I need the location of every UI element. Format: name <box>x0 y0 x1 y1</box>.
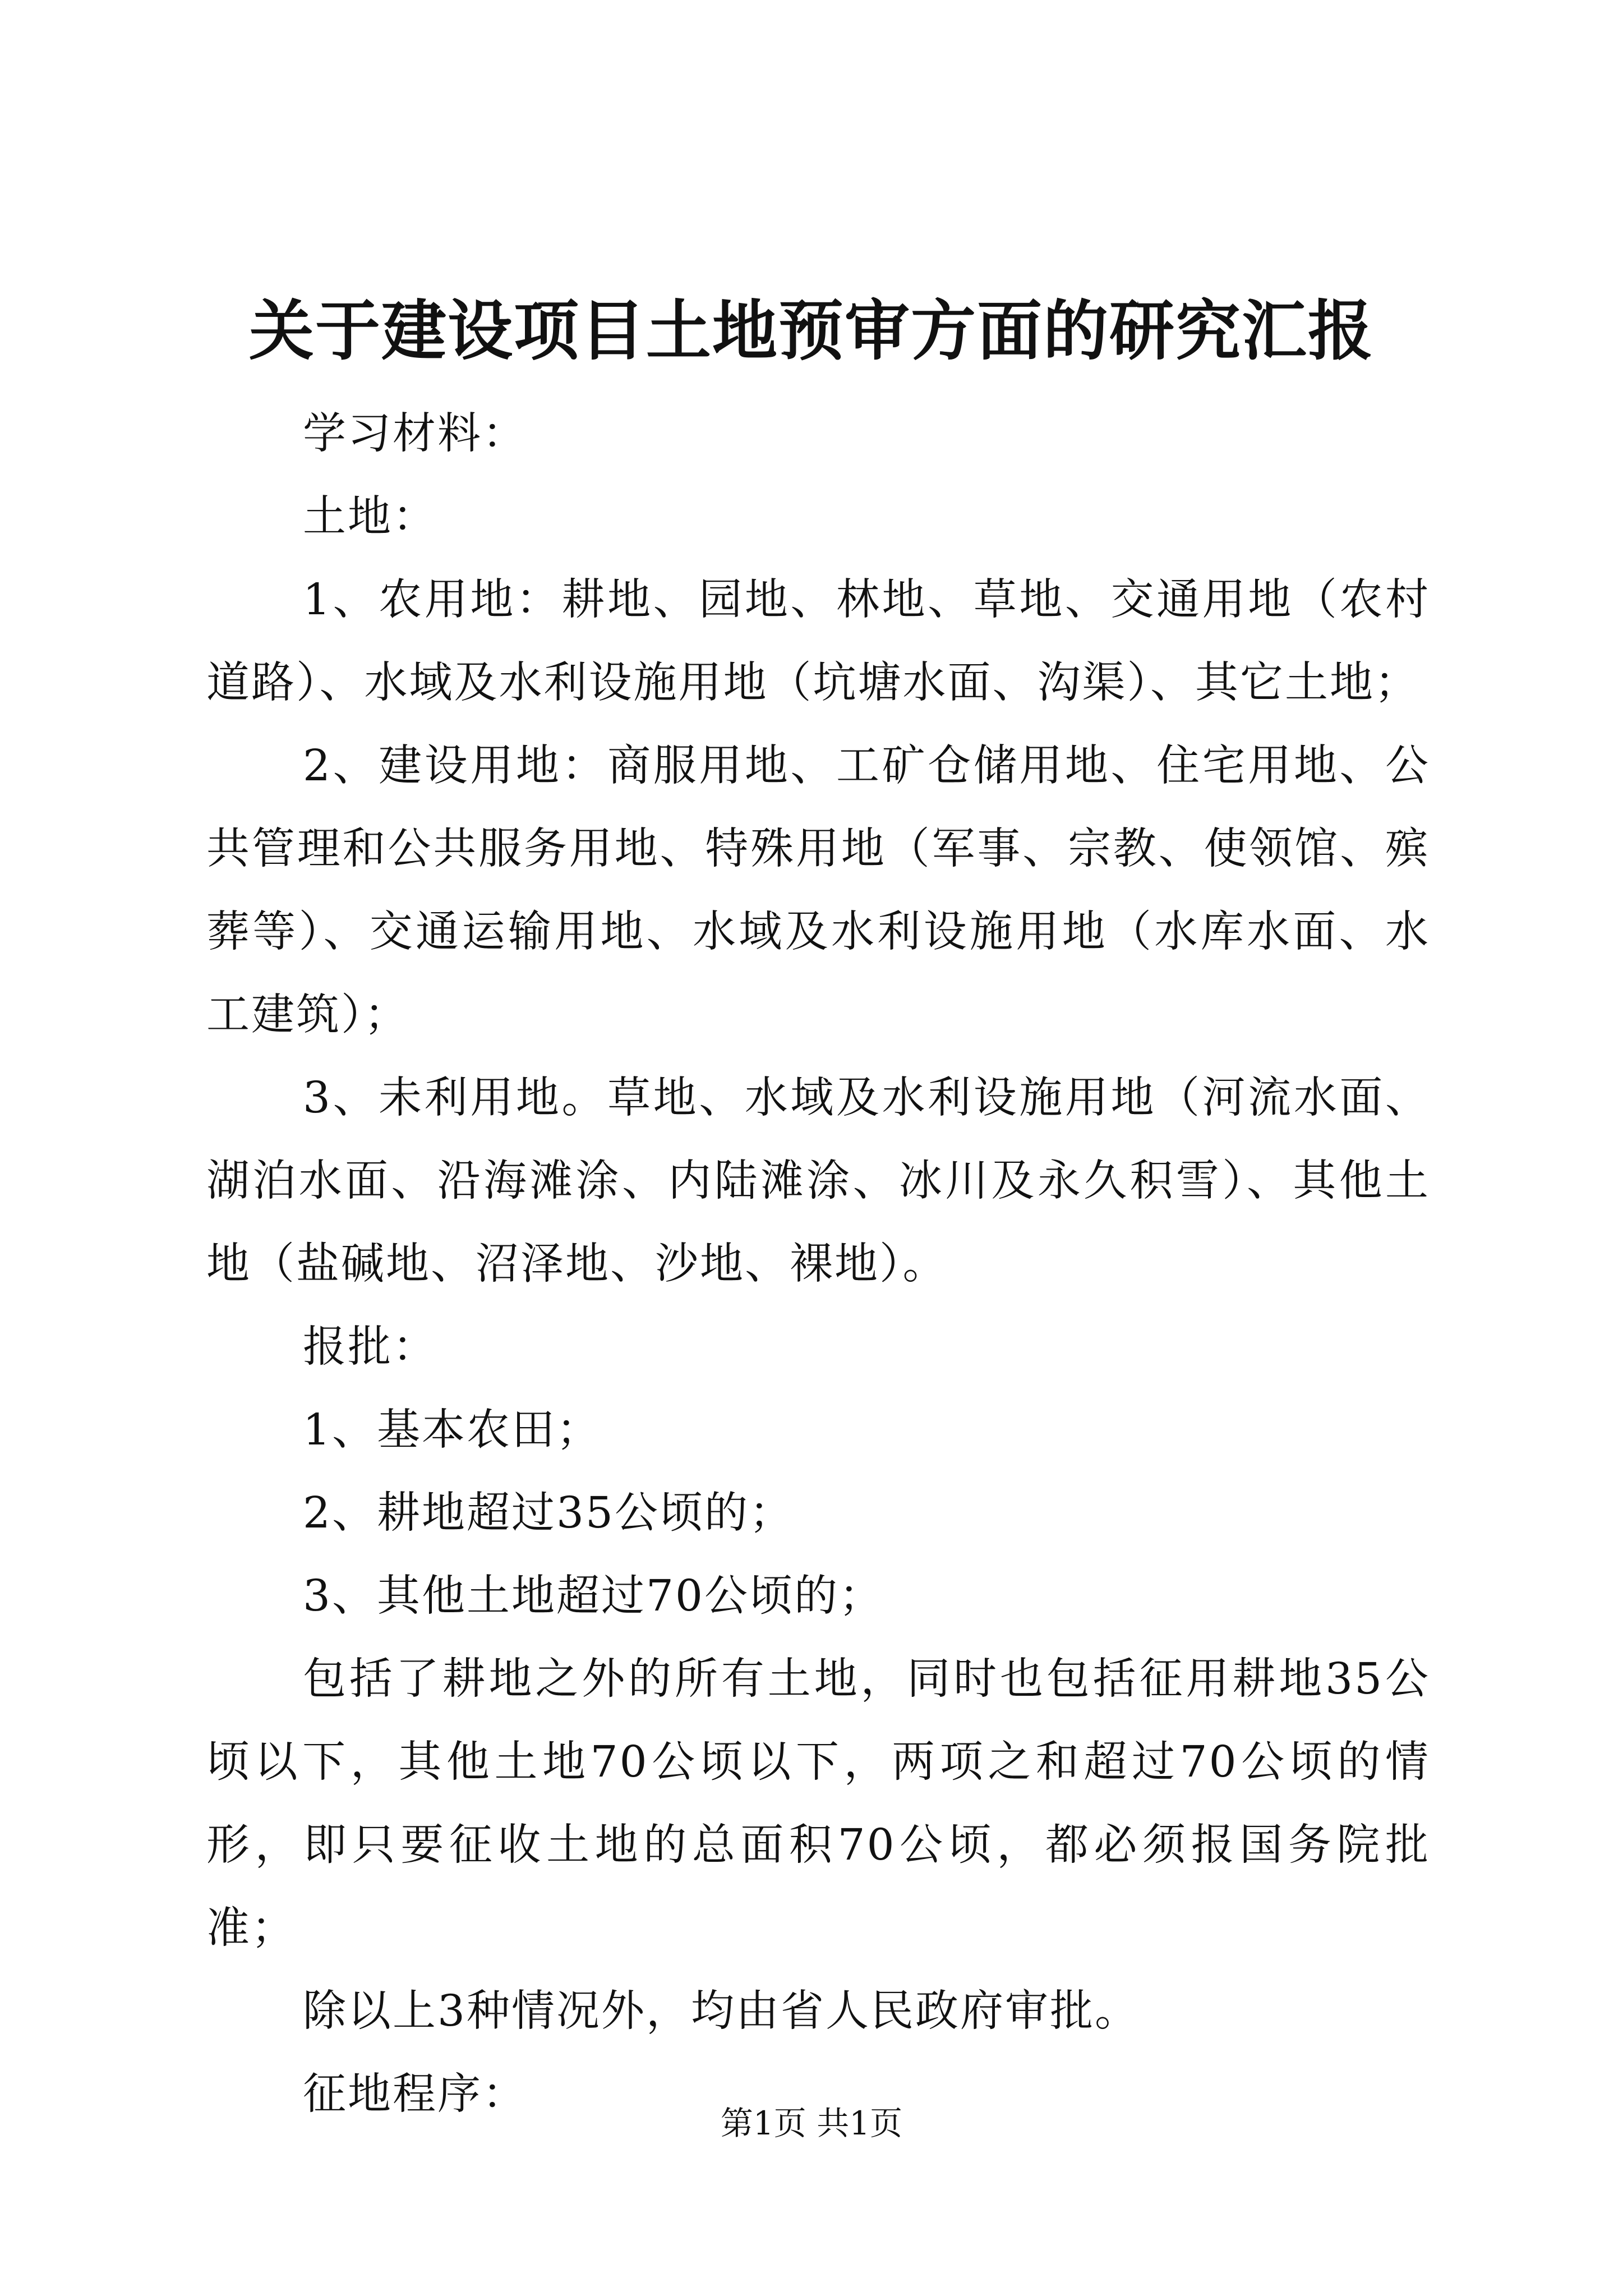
paragraph-approval-item-2: 2、耕地超过35公顷的； <box>303 1488 794 1538</box>
paragraph-acquisition-procedure: 征地程序： <box>303 2069 527 2119</box>
paragraph-study-materials: 学习材料： <box>303 409 527 459</box>
document-title: 关于建设项目土地预审方面的研究汇报 <box>249 293 1374 369</box>
paragraph-approval-heading: 报批： <box>303 1322 437 1372</box>
page-footer: 第1页 共1页 <box>720 2104 903 2142</box>
paragraph-unused-land: 3、未利用地。草地、水域及水利设施用地（河流水面、湖泊水面、沿海滩涂、内陆滩涂、冰川及永久积雪）、其他土地（盐碱地、沼泽地、沙地、裸地）。 <box>206 1073 1430 1289</box>
paragraph-land-heading: 土地： <box>303 492 437 542</box>
paragraph-agricultural-land: 1、农用地：耕地、园地、林地、草地、交通用地（农村道路）、水域及水利设施用地（坑塘水面、沟渠）、其它土地； <box>206 575 1430 708</box>
paragraph-approval-item-3: 3、其他土地超过70公顷的； <box>303 1571 884 1621</box>
paragraph-approval-item-1: 1、基本农田； <box>303 1405 601 1455</box>
paragraph-provincial-approval: 除以上3种情况外，均由省人民政府审批。 <box>303 1986 1140 2036</box>
document-body <box>206 393 1430 2136</box>
paragraph-construction-land: 2、建设用地：商服用地、工矿仓储用地、住宅用地、公共管理和公共服务用地、特殊用地（军事、宗教、使领馆、殡葬等）、交通运输用地、水域及水利设施用地（水库水面、水工建筑）； <box>206 741 1430 1040</box>
paragraph-approval-explanation: 包括了耕地之外的所有土地，同时也包括征用耕地35公顷以下，其他土地70公顷以下，两项之和超过70公顷的情形，即只要征收土地的总面积70公顷，都必须报国务院批准； <box>206 1654 1430 1953</box>
